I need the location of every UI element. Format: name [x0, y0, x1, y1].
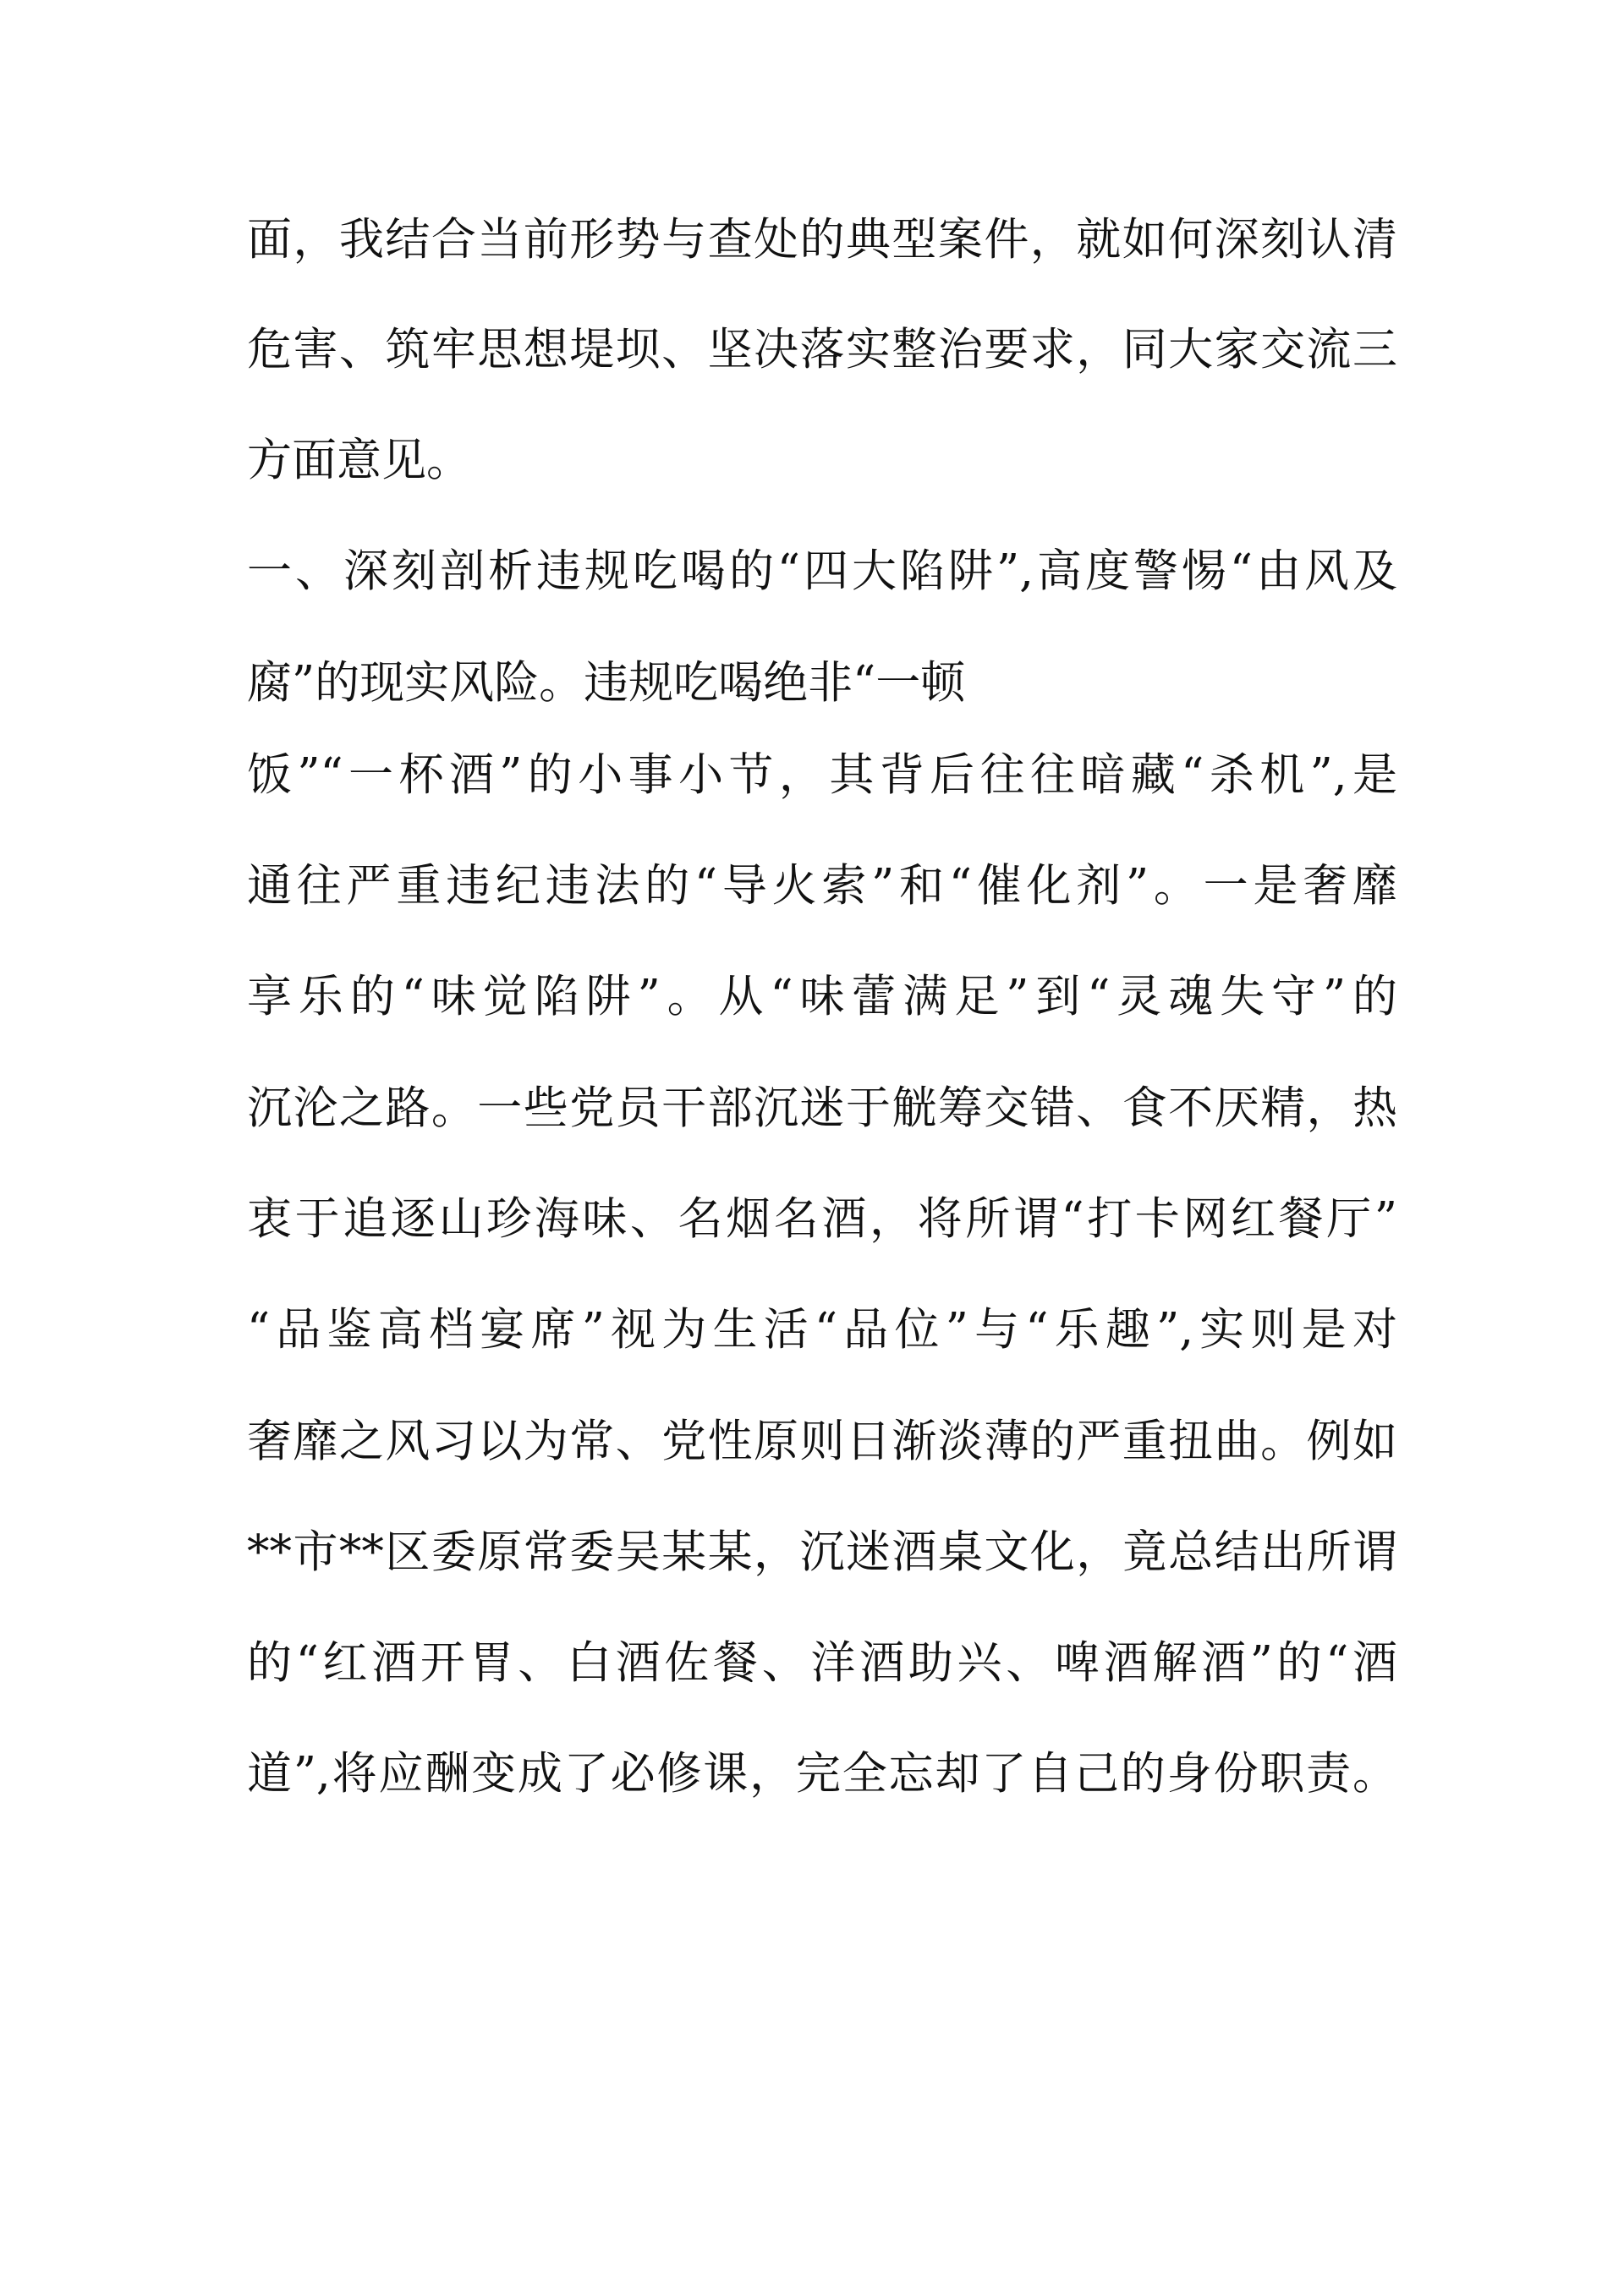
text-line-6: 饭”“一杯酒”的小事小节，其背后往往暗藏“杀机”,是 — [247, 749, 1397, 801]
text-line-11: “品鉴高档宴席”视为生活“品位”与“乐趣”,实则是对 — [247, 1304, 1397, 1356]
text-line-8: 享乐的“味觉陷阱”。从“味蕾满足”到“灵魂失守”的 — [247, 971, 1397, 1022]
text-line-2: 危害、筑牢思想堤坝、坚决落实整治要求，同大家交流三 — [247, 324, 1397, 375]
text-line-10: 衷于追逐山珍海味、名烟名酒，将所谓“打卡网红餐厅” — [247, 1193, 1397, 1245]
text-line-15: 道”,将应酬变成了必修课，完全忘却了自己的身份职责。 — [247, 1748, 1397, 1800]
text-line-9: 沉沦之路。一些党员干部沉迷于觥筹交错、食不厌精，热 — [247, 1082, 1397, 1134]
text-line-1: 面，我结合当前形势与查处的典型案件，就如何深刻认清 — [247, 214, 1397, 266]
text-line-13: **市**区委原常委吴某某，沉迷酒桌文化，竟总结出所谓 — [247, 1526, 1397, 1578]
section-heading-line-1: 一、深刻剖析违规吃喝的“四大陷阱”,高度警惕“由风及 — [247, 545, 1397, 597]
section-heading-line-2: 腐”的现实风险。违规吃喝绝非“一顿 — [247, 657, 966, 709]
text-line-12: 奢靡之风习以为常、党性原则日渐淡薄的严重扭曲。例如 — [247, 1416, 1397, 1467]
text-line-3: 方面意见。 — [247, 435, 471, 486]
text-line-14: 的“红酒开胃、白酒佐餐、洋酒助兴、啤酒解酒”的“酒 — [247, 1637, 1397, 1689]
text-line-7: 通往严重违纪违法的“导火索”和“催化剂”。一是奢靡 — [247, 860, 1397, 912]
